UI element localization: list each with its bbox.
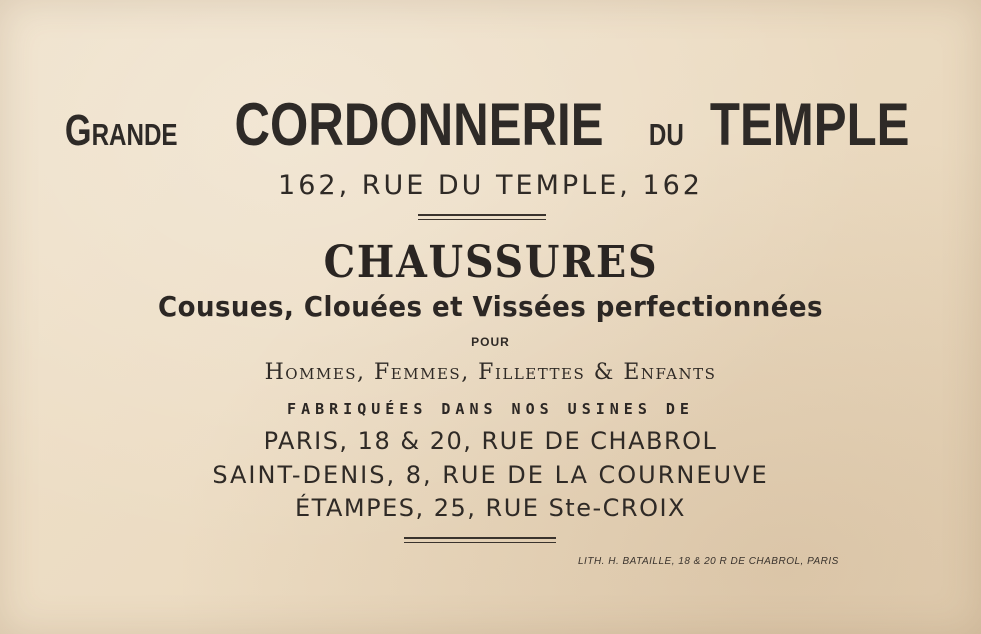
title-temple: TEMPLE bbox=[710, 91, 910, 158]
printer-credit: LITH. H. BATAILLE, 18 & 20 R DE CHABROL, PARIS bbox=[578, 556, 839, 567]
divider-top-1 bbox=[418, 214, 546, 216]
product-description-text: Cousues, Clouées et Vissées perfectionnées bbox=[157, 290, 823, 323]
manufactured-label: FABRIQUÉES DANS NOS USINES DE bbox=[287, 400, 694, 418]
heading-chaussures-text: CHAUSSURES bbox=[323, 237, 658, 288]
title-cordonnerie: CORDONNERIE bbox=[234, 91, 604, 158]
divider-bottom-2 bbox=[404, 542, 556, 543]
divider-top-2 bbox=[418, 219, 546, 220]
pour-label: POUR bbox=[471, 335, 510, 349]
location-paris: PARIS, 18 & 20, RUE DE CHABROL bbox=[263, 427, 718, 455]
title-grande: Grande bbox=[65, 106, 178, 155]
title-du: du bbox=[648, 106, 684, 155]
product-description bbox=[0, 290, 981, 323]
heading-chaussures bbox=[0, 237, 981, 288]
shop-address: 162, RUE DU TEMPLE, 162 bbox=[278, 170, 703, 201]
audience-line: Hommes, Femmes, Fillettes & Enfants bbox=[264, 360, 717, 385]
location-saint-denis: SAINT-DENIS, 8, RUE DE LA COURNEUVE bbox=[212, 461, 769, 489]
divider-bottom-1 bbox=[404, 537, 556, 539]
location-etampes: ÉTAMPES, 25, RUE Ste-CROIX bbox=[295, 494, 686, 522]
business-title bbox=[0, 90, 981, 159]
